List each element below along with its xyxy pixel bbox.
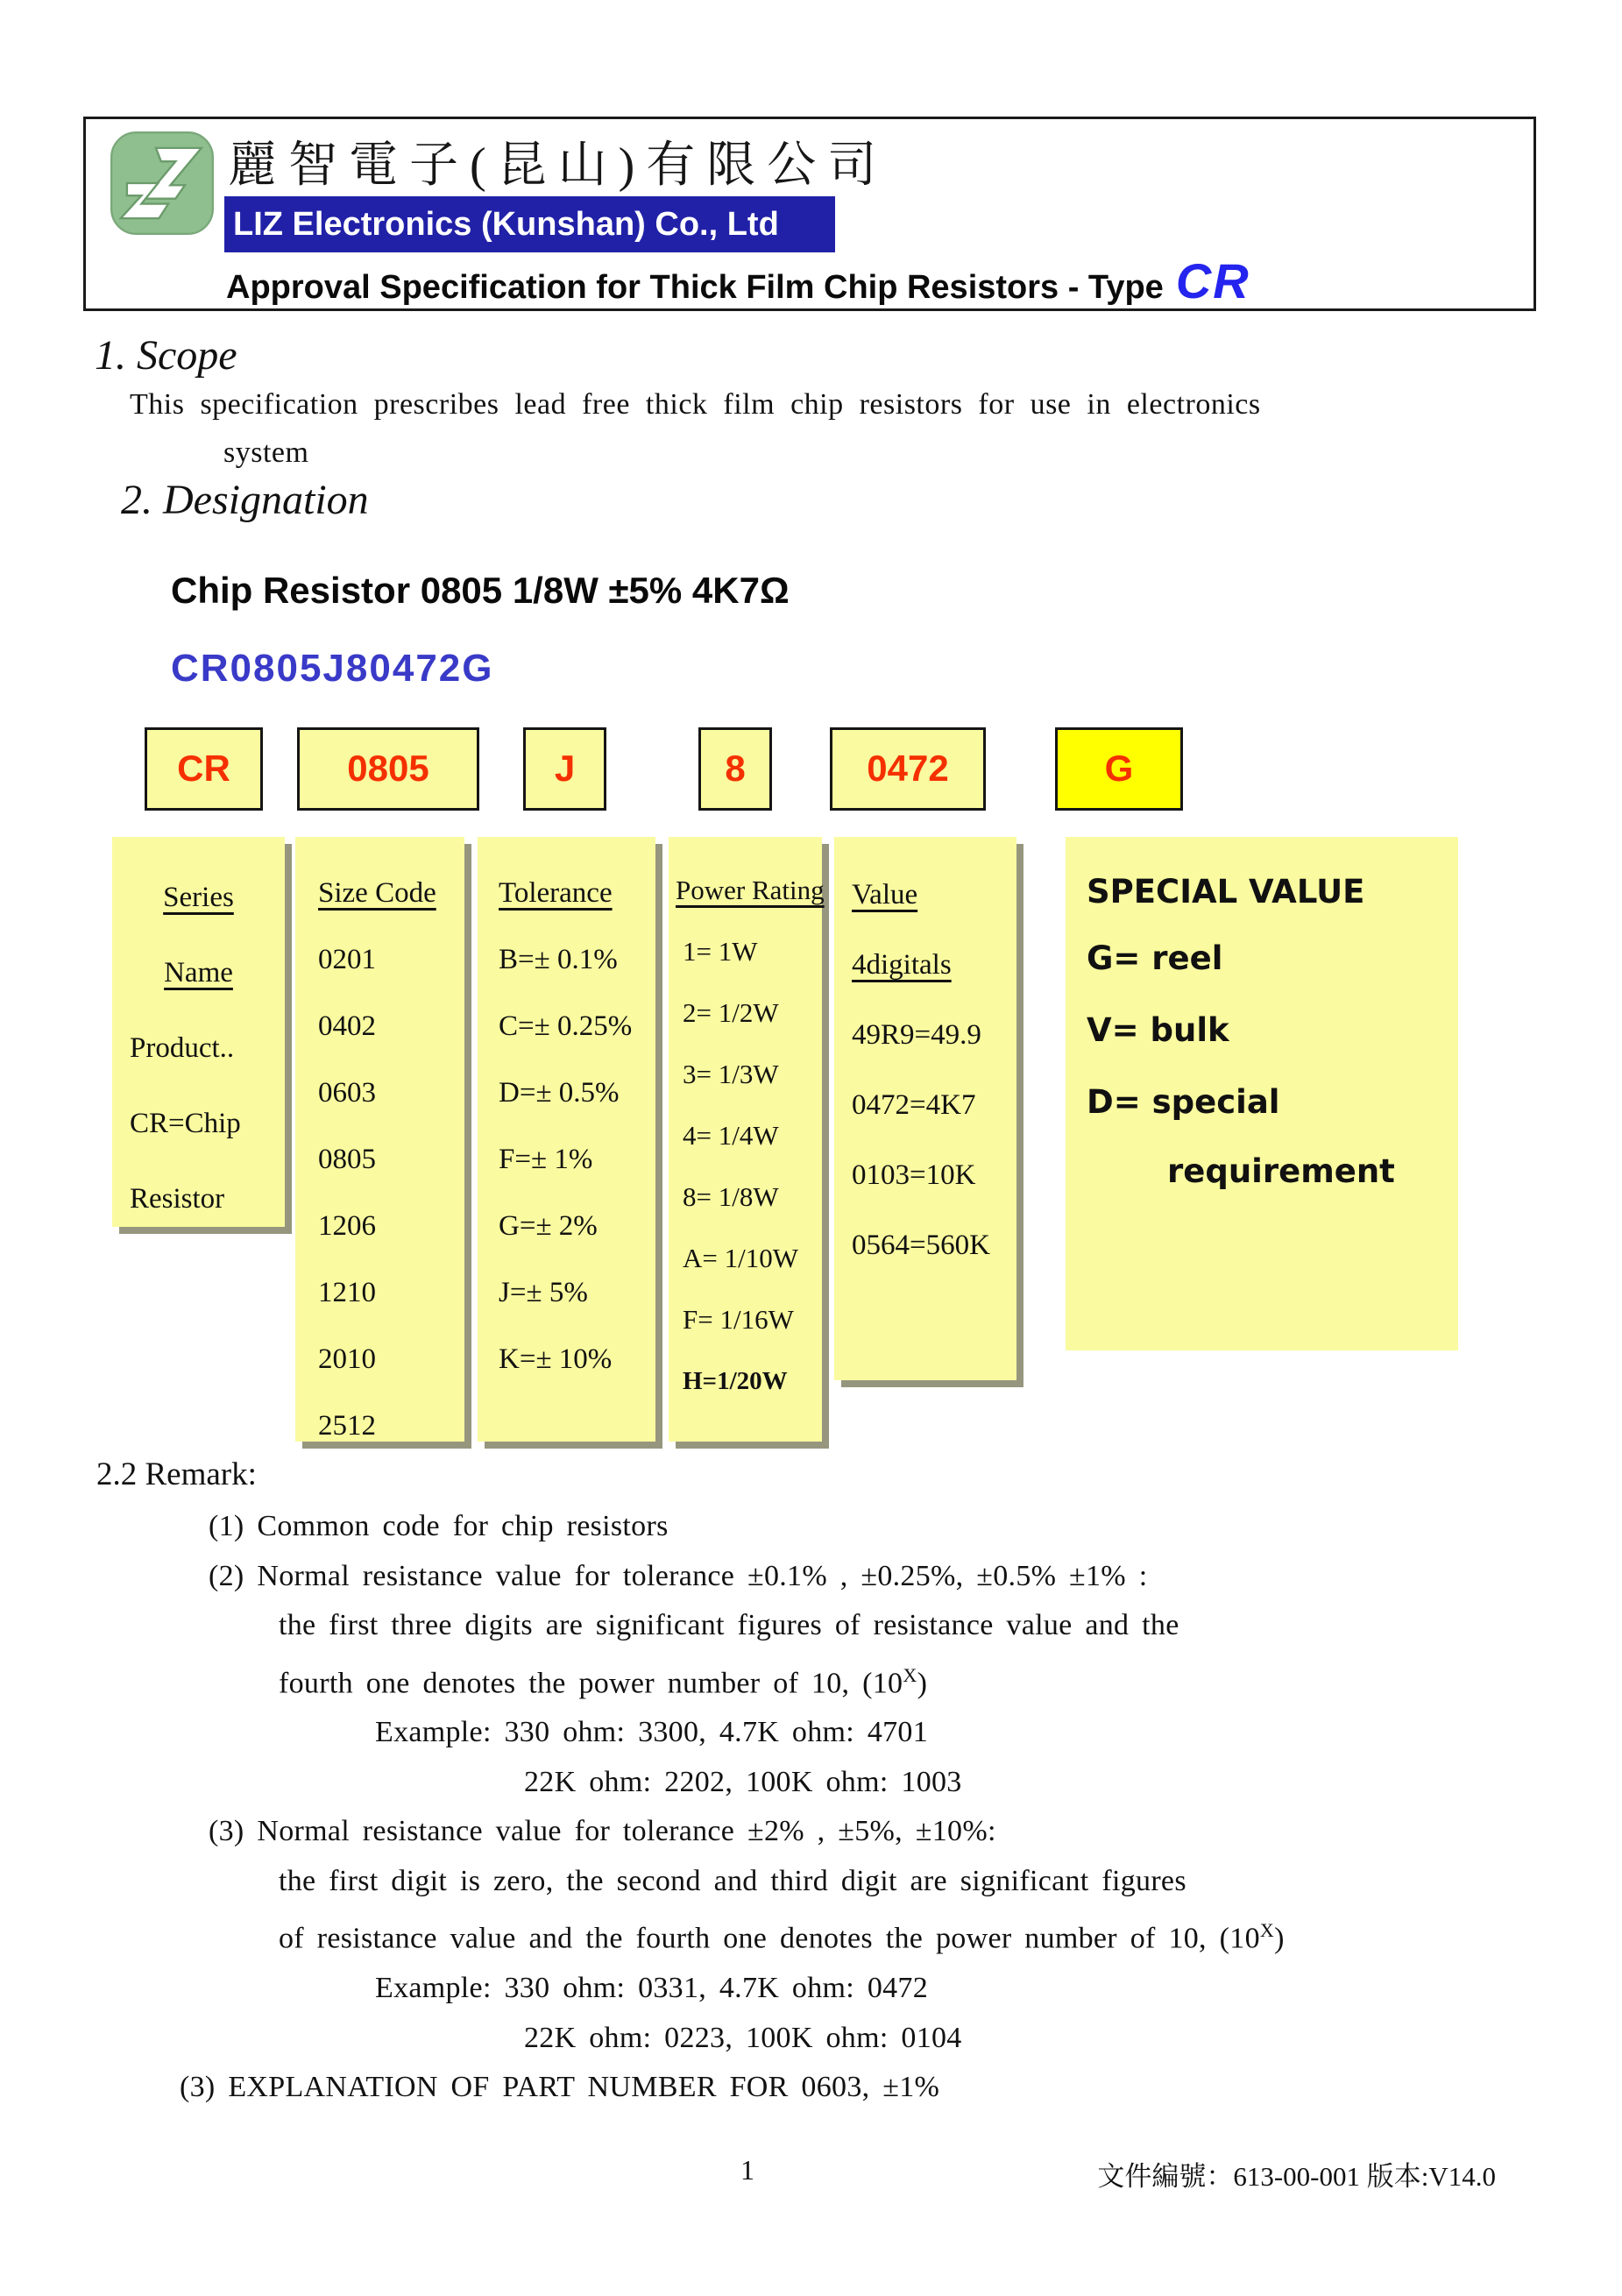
panel-power-rating — [669, 837, 825, 1442]
remark-line: the first digit is zero, the second and third digit are significant figures — [279, 1864, 1186, 1897]
panel-item: 49R9=49.9 — [852, 1019, 981, 1051]
panel-item: 0603 — [318, 1077, 376, 1109]
panel-item: 0201 — [318, 944, 376, 975]
remark-line: Example: 330 ohm: 3300, 4.7K ohm: 4701 — [375, 1716, 929, 1749]
panel-title: Tolerance — [499, 877, 613, 909]
company-name-english: LIZ Electronics (Kunshan) Co., Ltd — [224, 196, 835, 252]
scope-text-line1: This specification prescribes lead free thick film chip resistors for use in electronics — [130, 388, 1261, 421]
remark-heading: 2.2 Remark: — [96, 1456, 257, 1492]
remark-line: 22K ohm: 0223, 100K ohm: 0104 — [524, 2021, 962, 2054]
document-number: 文件編號：613-00-001 版本:V14.0 — [1097, 2161, 1496, 2192]
panel-item: 8= 1/8W — [683, 1181, 779, 1212]
panel-item: Product.. — [130, 1032, 235, 1064]
panel-value — [834, 837, 1016, 1380]
panel-item: 1206 — [318, 1210, 376, 1242]
panel-series-name — [112, 837, 285, 1227]
panel-item: C=± 0.25% — [499, 1010, 633, 1042]
section-heading-scope: 1. Scope — [95, 332, 237, 379]
panel-item: CR=Chip — [130, 1108, 241, 1139]
part-number: CR0805J80472G — [171, 647, 494, 690]
code-box-tolerance: J — [523, 727, 606, 811]
code-box-series: CR — [145, 727, 263, 811]
panel-item: 0402 — [318, 1010, 376, 1042]
panel-item: 0472=4K7 — [852, 1089, 976, 1121]
panel-item: A= 1/10W — [683, 1243, 798, 1273]
panel-item: G= reel — [1087, 939, 1223, 977]
document-title-text: Approval Specification for Thick Film Chip Resistors - Type — [226, 269, 1164, 306]
code-box-power: 8 — [698, 727, 772, 811]
panel-item: F=± 1% — [499, 1144, 593, 1175]
company-name-chinese: 麗智電子(昆山)有限公司 — [228, 138, 889, 193]
panel-title: 4digitals — [852, 949, 952, 981]
panel-special-value — [1066, 837, 1458, 1350]
company-logo-icon — [110, 131, 214, 235]
panel-item: B=± 0.1% — [499, 944, 618, 975]
chip-resistor-subtitle: Chip Resistor 0805 1/8W ±5% 4K7Ω — [171, 570, 790, 611]
panel-item: 3= 1/3W — [683, 1059, 779, 1089]
code-box-special: G — [1055, 727, 1183, 811]
panel-title: Value — [852, 879, 918, 911]
panel-item: 0103=10K — [852, 1159, 976, 1191]
page-number: 1 — [740, 2154, 754, 2186]
remark-lines — [0, 1502, 1622, 2113]
remark-line: (2) Normal resistance value for tolerance ±0.1% , ±0.25%, ±0.5% ±1% : — [209, 1559, 1148, 1592]
code-box-size: 0805 — [297, 727, 479, 811]
panel-item: G=± 2% — [499, 1210, 598, 1242]
remark-line: Example: 330 ohm: 0331, 4.7K ohm: 0472 — [375, 1972, 929, 2005]
panel-title: SPECIAL VALUE — [1087, 873, 1365, 911]
remark-line: 22K ohm: 2202, 100K ohm: 1003 — [524, 1765, 962, 1798]
document-title-type: CR — [1175, 253, 1250, 308]
remark-line: (3) Normal resistance value for tolerance ±2% , ±5%, ±10%: — [209, 1815, 996, 1848]
remark-section — [0, 1448, 1622, 2113]
panel-item: 2010 — [318, 1343, 376, 1375]
remark-line: fourth one denotes the power number of 10, $(10^X)$ — [279, 1663, 928, 1699]
document-title — [226, 252, 1523, 309]
panel-title: Size Code — [318, 877, 436, 909]
panel-item: J=± 5% — [499, 1277, 588, 1308]
panel-item: 2= 1/2W — [683, 997, 779, 1028]
header — [83, 117, 1536, 311]
panel-item: 0564=560K — [852, 1229, 990, 1261]
panel-item: requirement — [1167, 1152, 1395, 1190]
panel-item: 0805 — [318, 1144, 376, 1175]
remark-line: (1) Common code for chip resistors — [209, 1510, 669, 1542]
remark-line: (3) EXPLANATION OF PART NUMBER FOR 0603, ±1% — [180, 2071, 940, 2104]
panel-item: H=1/20W — [683, 1367, 788, 1395]
panel-tolerance — [478, 837, 655, 1442]
panel-item: 1= 1W — [683, 936, 758, 967]
code-box-value: 0472 — [830, 727, 986, 811]
panel-item: 1210 — [318, 1277, 376, 1308]
section-heading-designation: 2. Designation — [121, 477, 369, 523]
panel-title: Power Rating — [676, 875, 825, 905]
panel-item: Resistor — [130, 1183, 225, 1215]
remark-line: of resistance value and the fourth one denotes the power number of 10, $(10^X)$ — [279, 1919, 1285, 1955]
panel-item: D=± 0.5% — [499, 1077, 620, 1109]
panel-item: F= 1/16W — [683, 1304, 794, 1335]
panel-item: K=± 10% — [499, 1343, 613, 1375]
panel-item: 4= 1/4W — [683, 1120, 779, 1151]
panel-title: Series — [163, 882, 234, 913]
remark-line: the first three digits are significant figures of resistance value and the — [279, 1609, 1179, 1641]
panel-title: Name — [164, 957, 233, 989]
panel-item: D= special — [1087, 1083, 1280, 1121]
panel-item: 2512 — [318, 1410, 376, 1442]
scope-text-line2: system — [223, 436, 309, 469]
panel-item: V= bulk — [1087, 1011, 1229, 1049]
panel-size-code — [295, 837, 464, 1442]
